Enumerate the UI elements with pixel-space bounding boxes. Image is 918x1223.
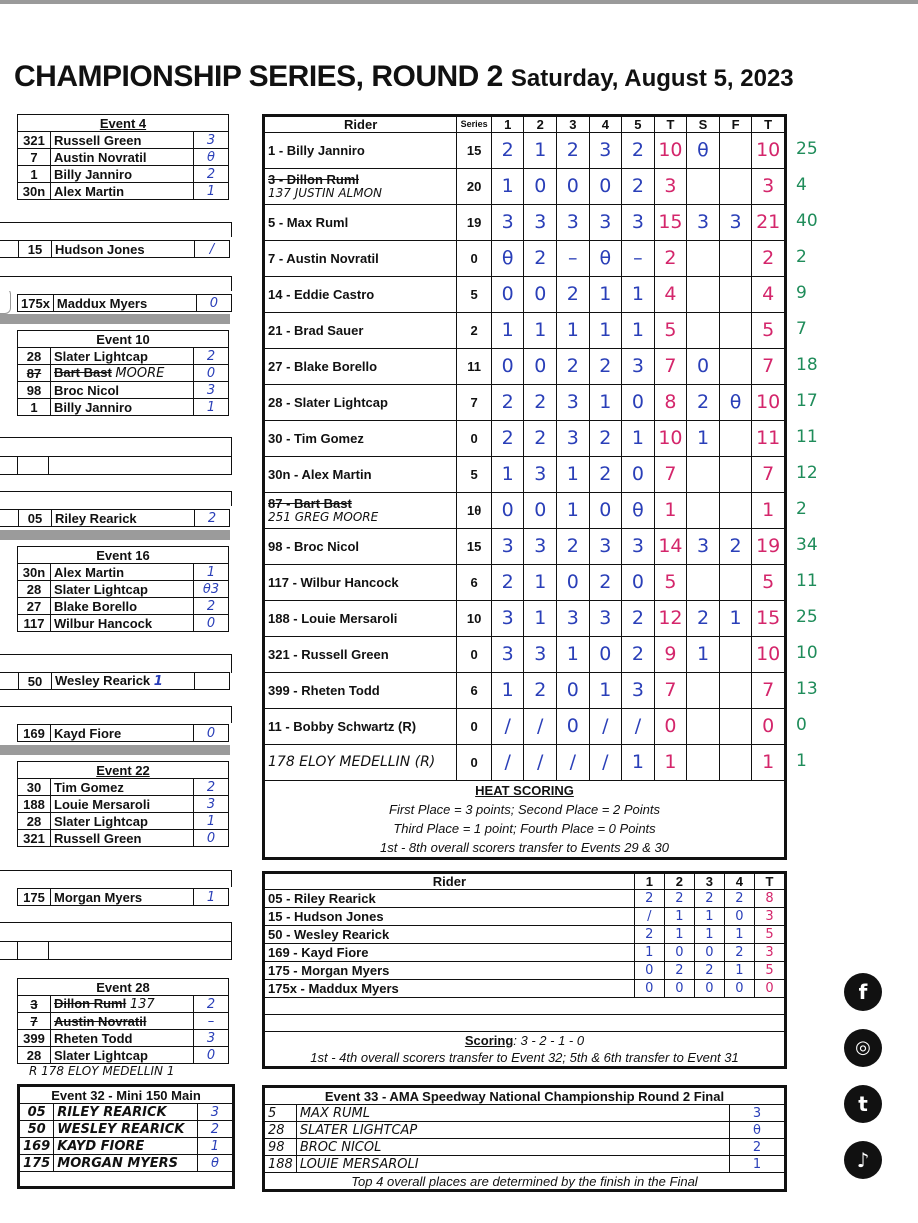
event22-box	[17, 761, 229, 847]
maddux-row-box	[17, 294, 232, 312]
table-row: 399 Rheten Todd 3	[18, 1030, 229, 1047]
binder-clip	[0, 288, 11, 314]
event4-table	[17, 114, 229, 200]
instagram-icon[interactable]: ◎	[844, 1029, 882, 1067]
event14-fragment	[0, 491, 232, 506]
table-row: 28 Slater Lightcap 1	[18, 813, 229, 830]
table-row: 175 MORGAN MYERS θ	[20, 1155, 233, 1172]
table-row: 7 Austin Novratil –	[18, 1013, 229, 1030]
grand-total: 13	[796, 678, 818, 699]
grand-total: 12	[796, 462, 818, 483]
shade-bar	[0, 745, 230, 755]
event26-fragment	[0, 922, 232, 960]
event7-fragment	[0, 276, 232, 291]
event28-added-rider: R 178 ELOY MEDELLIN 1	[29, 1064, 175, 1078]
shade-bar	[0, 314, 230, 324]
standings-row: 28 - Slater Lightcap 7 2 2 3 1 0 8 2 θ 10	[265, 385, 785, 421]
event20-fragment	[0, 706, 232, 723]
facebook-icon[interactable]: f	[844, 973, 882, 1011]
event4-box	[17, 114, 229, 200]
table-row: 30n Alex Martin 1	[18, 183, 229, 200]
standings-row: 21 - Brad Sauer 2 1 1 1 1 1 5 5	[265, 313, 785, 349]
mini-row: 175 - Morgan Myers 0 2 2 1 5	[265, 962, 785, 980]
top-border	[0, 0, 918, 4]
standings-row: 30n - Alex Martin 5 1 3 1 2 0 7 7	[265, 457, 785, 493]
riley-row-box	[0, 509, 230, 527]
table-row: 188 Louie Mersaroli 3	[18, 796, 229, 813]
event5-fragment	[0, 222, 232, 237]
table-row: 7 Austin Novratil θ	[18, 149, 229, 166]
grand-total: 4	[796, 174, 807, 195]
kayd-row-box	[17, 724, 229, 742]
event28-title: Event 28	[18, 979, 229, 996]
standings-row: 3 - Dillon Ruml 137 JUSTIN ALMON 20 1 0 0 0 2 3 3	[265, 169, 785, 205]
wesley-row-box	[0, 672, 230, 690]
table-row: 175x Maddux Myers 0	[18, 295, 232, 312]
table-row: 28 Slater Lightcap 2	[18, 348, 229, 365]
grand-total: 7	[796, 318, 807, 339]
grand-total: 18	[796, 354, 818, 375]
table-row: 1 Billy Janniro 2	[18, 166, 229, 183]
morgan-row-box	[17, 888, 229, 906]
grand-total: 2	[796, 246, 807, 267]
mini-row: 169 - Kayd Fiore 1 0 0 2 3	[265, 944, 785, 962]
mini-header: Rider 1 2 3 4 T	[265, 874, 785, 890]
standings-row: 7 - Austin Novratil 0 θ 2 – θ – 2 2	[265, 241, 785, 277]
event4-title: Event 4	[18, 115, 229, 132]
event10-box	[17, 330, 229, 416]
standings-row: 30 - Tim Gomez 0 2 2 3 2 1 10 1 11	[265, 421, 785, 457]
table-row: 188 LOUIE MERSAROLI 1	[265, 1156, 785, 1173]
heat-scoring-note: HEAT SCORING First Place = 3 points; Second Place = 2 Points Third Place = 1 point; Fourth Place = 0 Points 1st - 8th overall scorers transfer to Events 29 & 30	[265, 781, 785, 858]
grand-total: 11	[796, 570, 818, 591]
mini-row: 15 - Hudson Jones / 1 1 0 3	[265, 908, 785, 926]
event16-box	[17, 546, 229, 632]
table-row: 87 Bart Bast MOORE 0	[18, 365, 229, 382]
hudson-row-box	[0, 240, 230, 258]
table-row: 28 SLATER LIGHTCAP θ	[265, 1122, 785, 1139]
table-row: 175 Morgan Myers 1	[18, 889, 229, 906]
standings-row: 399 - Rheten Todd 6 1 2 0 1 3 7 7	[265, 673, 785, 709]
twitter-icon[interactable]: t	[844, 1085, 882, 1123]
table-row: 28 Slater Lightcap θ3	[18, 581, 229, 598]
event13-fragment	[0, 437, 232, 475]
grand-total: 25	[796, 138, 818, 159]
table-row: 98 BROC NICOL 2	[265, 1139, 785, 1156]
event25-fragment	[0, 870, 232, 887]
event22-title: Event 22	[18, 762, 229, 779]
table-row: 321 Russell Green 3	[18, 132, 229, 149]
standings-row: 11 - Bobby Schwartz (R) 0 / / 0 / / 0 0	[265, 709, 785, 745]
mini-row: 175x - Maddux Myers 0 0 0 0 0	[265, 980, 785, 998]
page-title	[14, 60, 794, 94]
standings-row: 178 ELOY MEDELLIN (R) 0 / / / / 1 1 1	[265, 745, 785, 781]
table-row: 117 Wilbur Hancock 0	[18, 615, 229, 632]
final-event-box	[262, 1085, 787, 1192]
table-row: 1 Billy Janniro 1	[18, 399, 229, 416]
tiktok-icon[interactable]: ♪	[844, 1141, 882, 1179]
table-row: 321 Russell Green 0	[18, 830, 229, 847]
mini-row: 50 - Wesley Rearick 2 1 1 1 5	[265, 926, 785, 944]
grand-total: 0	[796, 714, 807, 735]
table-row: 50 Wesley Rearick 1	[0, 673, 230, 690]
mini-row: 05 - Riley Rearick 2 2 2 2 8	[265, 890, 785, 908]
title-date: Saturday, August 5, 2023	[510, 65, 794, 92]
standings-row: 27 - Blake Borello 11 0 0 2 2 3 7 0 7	[265, 349, 785, 385]
standings-row: 117 - Wilbur Hancock 6 2 1 0 2 0 5 5	[265, 565, 785, 601]
title-main: CHAMPIONSHIP SERIES, ROUND 2	[14, 60, 503, 93]
final-note: Top 4 overall places are determined by the finish in the Final	[265, 1173, 785, 1190]
event10-title: Event 10	[18, 331, 229, 348]
mini-scoring-note: Scoring: 3 - 2 - 1 - 0 1st - 4th overall scorers transfer to Event 32; 5th & 6th transfer to Event 31	[265, 1032, 785, 1067]
grand-total: 25	[796, 606, 818, 627]
table-row: 50 WESLEY REARICK 2	[20, 1121, 233, 1138]
grand-total: 10	[796, 642, 818, 663]
table-row: 05 RILEY REARICK 3	[20, 1104, 233, 1121]
mini-150-standings	[262, 871, 787, 1069]
standings-row: 188 - Louie Mersaroli 10 3 1 3 3 2 12 2 1 15	[265, 601, 785, 637]
standings-row: 87 - Bart Bast 251 GREG MOORE 1θ 0 0 1 0 θ 1 1	[265, 493, 785, 529]
table-row: 5 MAX RUML 3	[265, 1105, 785, 1122]
grand-total: 1	[796, 750, 807, 771]
standings-table	[262, 114, 787, 860]
shade-bar	[0, 530, 230, 540]
table-row: 169 KAYD FIORE 1	[20, 1138, 233, 1155]
table-row: 28 Slater Lightcap 0	[18, 1047, 229, 1064]
grand-total: 9	[796, 282, 807, 303]
table-row: 05 Riley Rearick 2	[0, 510, 230, 527]
standings-row: 98 - Broc Nicol 15 3 3 2 3 3 14 3 2 19	[265, 529, 785, 565]
event16-title: Event 16	[18, 547, 229, 564]
event19-fragment	[0, 654, 232, 673]
table-row: 169 Kayd Fiore 0	[18, 725, 229, 742]
event32-box	[17, 1084, 235, 1189]
grand-total: 17	[796, 390, 818, 411]
standings-row: 5 - Max Ruml 19 3 3 3 3 3 15 3 3 21	[265, 205, 785, 241]
grand-total: 40	[796, 210, 818, 231]
table-row: 15 Hudson Jones /	[0, 241, 230, 258]
grand-total: 11	[796, 426, 818, 447]
event32-title: Event 32 - Mini 150 Main	[20, 1087, 233, 1104]
standings-row: 321 - Russell Green 0 3 3 1 0 2 9 1 10	[265, 637, 785, 673]
standings-row: 14 - Eddie Castro 5 0 0 2 1 1 4 4	[265, 277, 785, 313]
table-row: 27 Blake Borello 2	[18, 598, 229, 615]
table-row: 98 Broc Nicol 3	[18, 382, 229, 399]
final-title: Event 33 - AMA Speedway National Championship Round 2 Final	[265, 1088, 785, 1105]
table-row: 30 Tim Gomez 2	[18, 779, 229, 796]
standings-row: 1 - Billy Janniro 15 2 1 2 3 2 10 θ 10	[265, 133, 785, 169]
grand-total: 2	[796, 498, 807, 519]
table-row: 3 Dillon Ruml 137 2	[18, 996, 229, 1013]
table-row: 30n Alex Martin 1	[18, 564, 229, 581]
standings-header: Rider Series 1 2 3 4 5 T S F T	[265, 117, 785, 133]
event28-box	[17, 978, 229, 1078]
grand-total: 34	[796, 534, 818, 555]
